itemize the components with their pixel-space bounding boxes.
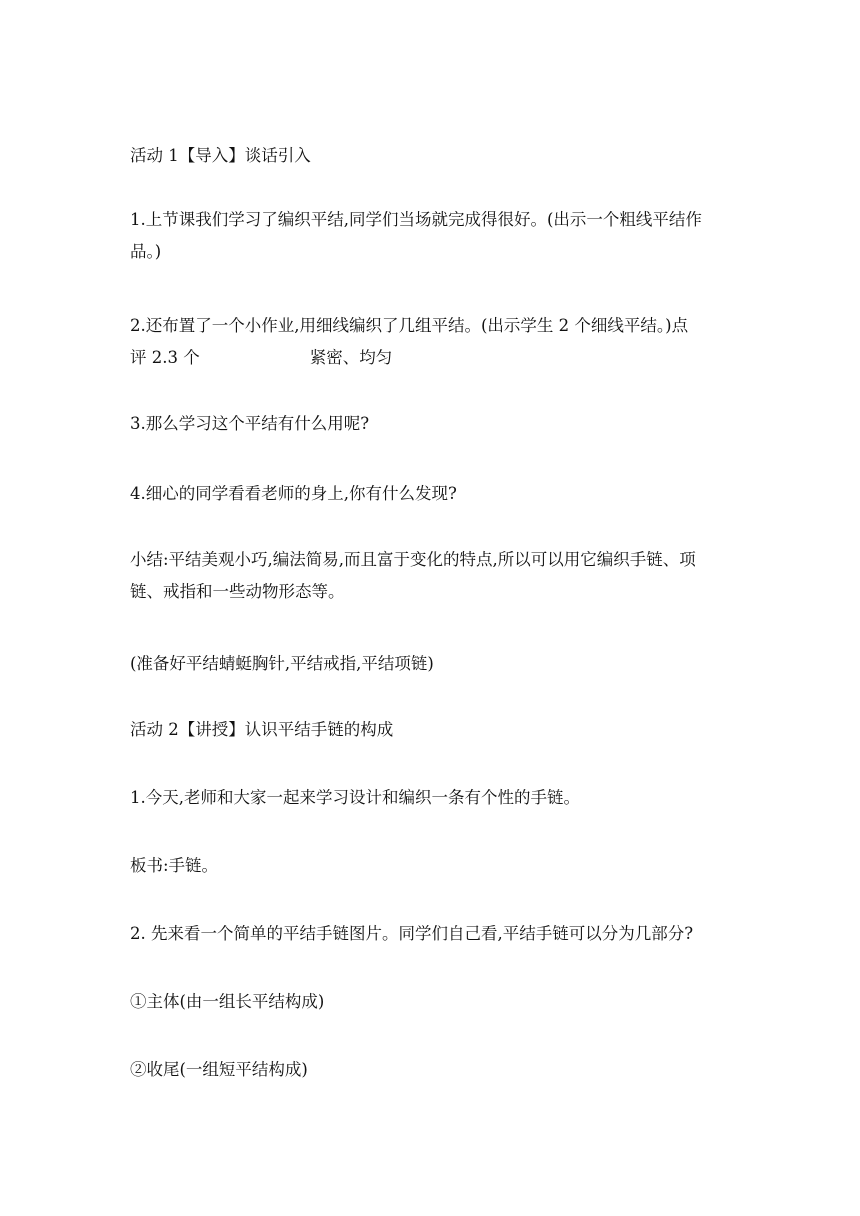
text-line: 小结:平结美观小巧,编法简易,而且富于变化的特点,所以可以用它编织手链、项 [130,550,696,569]
summary-paragraph [130,544,734,608]
text-segment: 评 2.3 个 [130,348,200,367]
text-segment: 紧密、均匀 [309,348,393,367]
activity-1-heading [130,140,734,172]
activity-2-heading [130,714,734,746]
list-item-ending [130,1054,734,1086]
text-line: 活动 1【导入】谈话引入 [130,146,311,165]
text-line: 链、戒指和一些动物形态等。 [130,582,345,601]
text-line: ②收尾(一组短平结构成) [130,1060,308,1079]
board-note [130,850,734,882]
text-line: 1.今天,老师和大家一起来学习设计和编织一条有个性的手链。 [130,788,580,807]
paragraph-4 [130,478,734,510]
text-line: 品。) [130,242,162,261]
text-line: 2.还布置了一个小作业,用细线编织了几组平结。(出示学生 2 个细线平结。)点 [130,316,689,335]
text-line: 活动 2【讲授】认识平结手链的构成 [130,720,394,739]
text-line: 2. 先来看一个简单的平结手链图片。同学们自己看,平结手链可以分为几部分? [130,924,694,943]
text-line: 1.上节课我们学习了编织平结,同学们当场就完成得很好。(出示一个粗线平结作 [130,210,702,229]
text-line: 板书:手链。 [130,856,219,875]
text-line: 3.那么学习这个平结有什么用呢? [130,414,370,433]
paragraph-5 [130,782,734,814]
paragraph-6 [130,918,734,950]
list-item-main [130,986,734,1018]
paragraph-prep [130,648,734,680]
text-line: ①主体(由一组长平结构成) [130,992,325,1011]
text-line-split [130,342,734,374]
paragraph-1 [130,204,734,268]
text-line: (准备好平结蜻蜓胸针,平结戒指,平结项链) [130,654,434,673]
paragraph-2 [130,310,734,374]
paragraph-3 [130,408,734,440]
text-line: 4.细心的同学看看老师的身上,你有什么发现? [130,484,457,503]
